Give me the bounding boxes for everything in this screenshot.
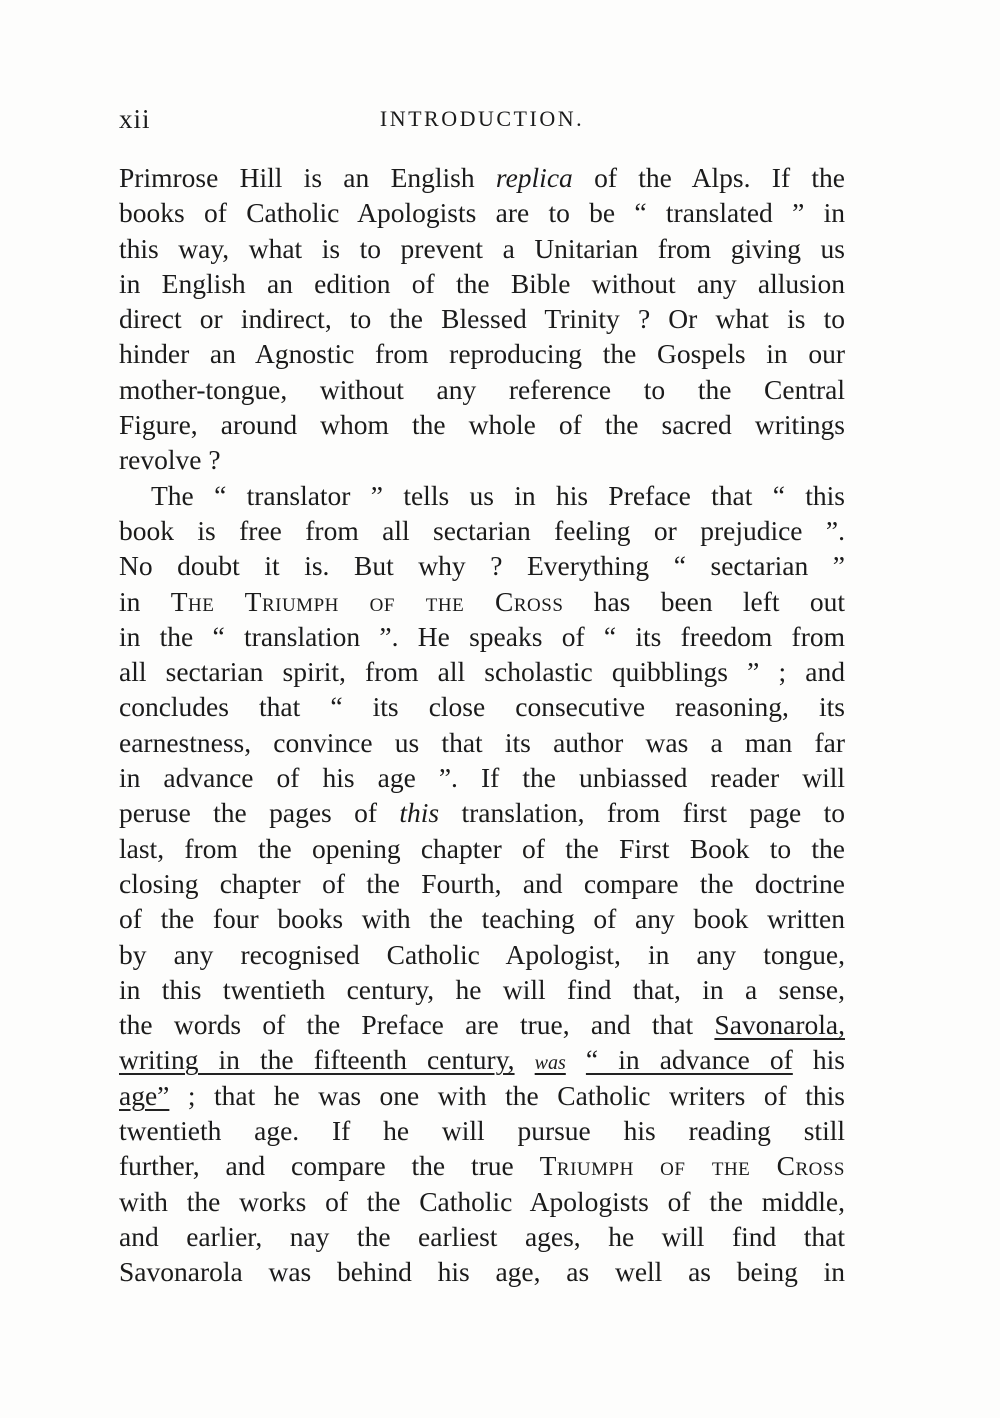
text-line: of the four books with the teaching of any book written bbox=[119, 903, 845, 935]
text-line: twentieth age. If he will pursue his reading still bbox=[119, 1115, 845, 1147]
text-line: Figure, around whom the whole of the sacred writings bbox=[119, 409, 845, 441]
text-line: age” ; that he was one with the Catholic writers of this bbox=[119, 1079, 845, 1111]
text-line: the words of the Preface are true, and that Savonarola, bbox=[119, 1009, 845, 1041]
text-line: in English an edition of the Bible without any allusion bbox=[119, 267, 845, 299]
page-number: xii bbox=[119, 104, 151, 134]
hand-underlined-text: “ in advance of bbox=[585, 1044, 793, 1076]
text-line: closing chapter of the Fourth, and compare the doctrine bbox=[119, 867, 845, 899]
text-line: earnestness, convince us that its author was a man far bbox=[119, 726, 845, 758]
text-line: writing in the fifteenth century, was “ in advance of his bbox=[119, 1044, 846, 1076]
text-line: No doubt it is. But why ? Everything “ sectarian ” bbox=[119, 550, 845, 582]
text-line: by any recognised Catholic Apologist, in any tongue, bbox=[119, 938, 845, 970]
handwritten-annotation: was bbox=[534, 1052, 566, 1075]
text-line: Savonarola was behind his age, as well as being in bbox=[119, 1256, 845, 1288]
italic-word: replica bbox=[495, 162, 573, 193]
text-line: The “ translator ” tells us in his Preface that “ this bbox=[151, 479, 845, 511]
body-text bbox=[119, 160, 845, 1290]
text-line: with the works of the Catholic Apologists of the middle, bbox=[119, 1185, 845, 1217]
text-line: in the “ translation ”. He speaks of “ its freedom from bbox=[119, 620, 845, 652]
text-line: peruse the pages of this translation, from first page to bbox=[119, 797, 846, 829]
text-line: mother-tongue, without any reference to the Central bbox=[119, 373, 845, 405]
text-line: this way, what is to prevent a Unitarian from giving us bbox=[119, 232, 845, 264]
text-line: further, and compare the true Triumph of the Cross bbox=[119, 1150, 845, 1182]
hand-underlined-text: age” bbox=[119, 1079, 170, 1111]
small-caps-title: The Triumph of the Cross bbox=[170, 585, 564, 617]
text-line: hinder an Agnostic from reproducing the Gospels in our bbox=[119, 338, 845, 370]
running-header bbox=[119, 104, 845, 144]
text-line: concludes that “ its close consecutive reasoning, its bbox=[119, 691, 845, 723]
text-line: book is free from all sectarian feeling or prejudice ”. bbox=[119, 514, 845, 546]
running-title: INTRODUCTION. bbox=[379, 106, 585, 131]
hand-underlined-text: writing in the fifteenth century, bbox=[119, 1044, 515, 1076]
text-line: direct or indirect, to the Blessed Trinity ? Or what is to bbox=[119, 303, 845, 335]
text-line: Primrose Hill is an English replica of the Alps. If the bbox=[119, 162, 845, 193]
text-line: and earlier, nay the earliest ages, he will find that bbox=[119, 1220, 845, 1252]
text-line: in advance of his age ”. If the unbiassed reader will bbox=[119, 762, 845, 794]
small-caps-title: Triumph of the Cross bbox=[539, 1150, 845, 1182]
text-line: all sectarian spirit, from all scholastic quibblings ” ; and bbox=[119, 656, 845, 688]
text-line: in this twentieth century, he will find that, in a sense, bbox=[119, 973, 845, 1005]
hand-underlined-text: Savonarola, bbox=[714, 1009, 845, 1041]
italic-word: this bbox=[399, 797, 440, 829]
text-line: last, from the opening chapter of the First Book to the bbox=[119, 832, 845, 864]
text-line: books of Catholic Apologists are to be “ translated ” in bbox=[119, 197, 845, 229]
text-line: revolve ? bbox=[119, 444, 221, 476]
text-line: in The Triumph of the Cross has been left out bbox=[119, 585, 846, 617]
